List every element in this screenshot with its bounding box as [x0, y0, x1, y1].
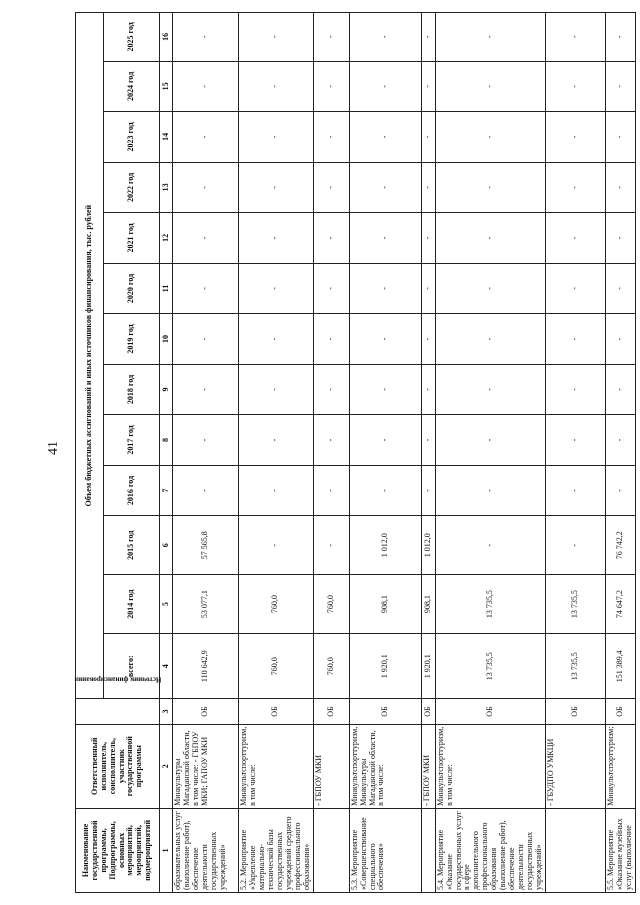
row-year-value: - [313, 13, 349, 62]
row-year-value: - [173, 364, 239, 415]
table-row [435, 13, 545, 893]
col-number: 16 [160, 13, 173, 62]
row-year-value: 908,1 [421, 575, 435, 634]
row-year-value: - [421, 213, 435, 264]
row-year-value: - [349, 112, 421, 163]
rotated-table-container [74, 12, 633, 893]
row-year-value: - [435, 61, 545, 112]
row-year-value: - [435, 364, 545, 415]
row-year-value: 13 735,5 [435, 575, 545, 634]
col-number: 6 [160, 516, 173, 575]
row-year-value: - [173, 162, 239, 213]
row-year-value: - [239, 162, 314, 213]
row-year-value: - [239, 465, 314, 516]
row-year-value: - [421, 314, 435, 365]
row-year-value: 57 565,8 [173, 516, 239, 575]
row-executor-cell: - ГБПОУ МКИ [421, 724, 435, 808]
col-number: 7 [160, 465, 173, 516]
row-year-value: - [313, 162, 349, 213]
row-year-value: - [606, 364, 636, 415]
row-total-cell: 13 735,5 [546, 634, 606, 699]
row-name-cell: образовательных услуг (выполнение работ), обеспечение деятельности государственных учреждений» [173, 808, 239, 892]
row-year-value: - [546, 263, 606, 314]
row-year-value: - [421, 263, 435, 314]
row-total-cell: 151 389,4 [606, 634, 636, 699]
row-year-value: - [606, 112, 636, 163]
row-executor-cell: - ГБУДПО УМКЦИ [546, 724, 606, 808]
row-year-value: - [349, 162, 421, 213]
row-year-value: - [173, 465, 239, 516]
row-year-value: 76 742,2 [606, 516, 636, 575]
row-year-value: - [239, 364, 314, 415]
row-year-value: - [313, 415, 349, 466]
row-year-value: - [173, 13, 239, 62]
table-row [313, 13, 349, 893]
row-year-value: - [606, 162, 636, 213]
header-year: 2014 год [104, 575, 160, 634]
table-row [421, 13, 435, 893]
row-total-cell: 760,0 [239, 634, 314, 699]
row-year-value: - [349, 263, 421, 314]
row-year-value: - [313, 516, 349, 575]
row-year-value: - [173, 314, 239, 365]
row-year-value: 1 012,0 [421, 516, 435, 575]
row-name-cell: 5.5. Мероприятие «Оказание музейных услуг (выполнение [606, 808, 636, 892]
row-year-value: - [173, 415, 239, 466]
row-year-value: - [435, 162, 545, 213]
row-year-value: 13 735,5 [546, 575, 606, 634]
row-year-value: - [313, 465, 349, 516]
col-number: 3 [160, 699, 173, 724]
col-number: 13 [160, 162, 173, 213]
table-body [173, 13, 636, 893]
header-year: 2021 год [104, 213, 160, 264]
row-year-value: - [435, 112, 545, 163]
row-total-cell: 13 735,5 [435, 634, 545, 699]
col-number: 8 [160, 415, 173, 466]
row-year-value: - [421, 465, 435, 516]
row-executor-cell: Минкультспорттуризм, в том числе: [239, 724, 314, 808]
table-row [349, 13, 421, 893]
row-year-value: - [313, 112, 349, 163]
row-year-value: - [173, 263, 239, 314]
row-year-value: - [546, 162, 606, 213]
row-executor-cell: Минкультуры Магаданской области, в том числе: - ГБПОУ МКИ; ГАПОУ МКИ [173, 724, 239, 808]
row-year-value: - [435, 263, 545, 314]
row-year-value: - [546, 516, 606, 575]
row-year-value: - [349, 13, 421, 62]
row-year-value: - [313, 263, 349, 314]
row-year-value: 760,0 [313, 575, 349, 634]
header-year: 2018 год [104, 364, 160, 415]
row-year-value: 1 012,0 [349, 516, 421, 575]
header-year: 2017 год [104, 415, 160, 466]
row-source-cell: ОБ [239, 699, 314, 724]
row-year-value: - [313, 314, 349, 365]
row-year-value: - [606, 13, 636, 62]
row-year-value: - [606, 314, 636, 365]
row-source-cell: ОБ [435, 699, 545, 724]
row-year-value: - [421, 13, 435, 62]
row-year-value: - [239, 516, 314, 575]
row-name-cell [546, 808, 606, 892]
row-name-cell: 5.3. Мероприятие «Совершенствование специального обеспечения» [349, 808, 421, 892]
row-year-value: - [313, 61, 349, 112]
row-year-value: - [239, 61, 314, 112]
page-number: 41 [46, 441, 61, 455]
row-year-value: - [546, 61, 606, 112]
row-year-value: - [239, 314, 314, 365]
header-year: 2024 год [104, 61, 160, 112]
row-year-value: - [349, 364, 421, 415]
row-year-value: - [349, 314, 421, 365]
row-executor-cell: Минкультспорттуризм, Минкультуры Магаданской области, в том числе: [349, 724, 421, 808]
header-year: 2020 год [104, 263, 160, 314]
row-name-cell [313, 808, 349, 892]
row-year-value: - [546, 465, 606, 516]
col-number: 4 [160, 634, 173, 699]
row-year-value: - [606, 263, 636, 314]
row-year-value: - [173, 112, 239, 163]
row-year-value: - [239, 415, 314, 466]
table-row [606, 13, 636, 893]
row-year-value: - [435, 465, 545, 516]
row-year-value: 760,0 [239, 575, 314, 634]
row-year-value: - [606, 213, 636, 264]
row-year-value: - [435, 415, 545, 466]
col-number: 9 [160, 364, 173, 415]
row-year-value: - [606, 415, 636, 466]
row-year-value: - [239, 13, 314, 62]
row-source-cell: ОБ [173, 699, 239, 724]
header-year: 2025 год [104, 13, 160, 62]
header-volume-group: Объем бюджетных ассигнований и иных источников финансирования, тыс. рублей [76, 13, 104, 699]
row-year-value: - [546, 415, 606, 466]
row-year-value: - [546, 314, 606, 365]
table-row [546, 13, 606, 893]
row-total-cell: 1 920,1 [421, 634, 435, 699]
row-year-value: - [435, 213, 545, 264]
row-year-value: - [435, 314, 545, 365]
header-year: 2023 год [104, 112, 160, 163]
row-year-value: - [546, 13, 606, 62]
row-source-cell: ОБ [421, 699, 435, 724]
row-year-value: - [421, 61, 435, 112]
row-name-cell: 5.4. Мероприятие «Оказание государственных услуг в сфере дополнительного профессионального образования (выполнение работ), обеспечение деятельности государственных учреждений» [435, 808, 545, 892]
col-number: 12 [160, 213, 173, 264]
row-year-value: 53 077,1 [173, 575, 239, 634]
row-year-value: - [349, 61, 421, 112]
row-executor-cell: Минкультспорттуризм; [606, 724, 636, 808]
row-total-cell: 1 920,1 [349, 634, 421, 699]
row-year-value: - [546, 213, 606, 264]
row-total-cell: 110 642,9 [173, 634, 239, 699]
row-year-value: - [313, 364, 349, 415]
row-executor-cell: Минкультспорттуризм, в том числе: [435, 724, 545, 808]
row-year-value: - [606, 61, 636, 112]
row-year-value: 908,1 [349, 575, 421, 634]
col-number: 5 [160, 575, 173, 634]
row-name-cell [421, 808, 435, 892]
row-year-value: - [239, 112, 314, 163]
header-name: Наименование государственной программы, Подпрограммы, основных мероприятий, мероприятий, подмероприятий [76, 808, 160, 892]
row-year-value: - [313, 213, 349, 264]
row-year-value: - [349, 213, 421, 264]
row-name-cell: 5.2. Мероприятие «Укрепление материально-технической базы государственных учреждений среднего профессионального образования» [239, 808, 314, 892]
col-number: 1 [160, 808, 173, 892]
row-year-value: - [421, 162, 435, 213]
budget-table [75, 12, 636, 893]
col-number: 11 [160, 263, 173, 314]
header-source: Источник финансирования [76, 699, 160, 724]
row-year-value: - [421, 364, 435, 415]
header-executor: Ответственный исполнитель, соисполнитель, участник государственной программы [76, 724, 160, 808]
header-year: 2015 год [104, 516, 160, 575]
col-number: 2 [160, 724, 173, 808]
row-source-cell: ОБ [313, 699, 349, 724]
col-number: 15 [160, 61, 173, 112]
row-year-value: - [349, 465, 421, 516]
row-year-value: 74 647,2 [606, 575, 636, 634]
row-year-value: - [435, 516, 545, 575]
row-year-value: - [349, 415, 421, 466]
header-year: 2019 год [104, 314, 160, 365]
row-year-value: - [606, 465, 636, 516]
header-year: 2016 год [104, 465, 160, 516]
row-year-value: - [546, 112, 606, 163]
row-year-value: - [173, 213, 239, 264]
row-source-cell: ОБ [546, 699, 606, 724]
row-year-value: - [239, 263, 314, 314]
header-year: 2022 год [104, 162, 160, 213]
row-source-cell: ОБ [606, 699, 636, 724]
row-year-value: - [173, 61, 239, 112]
header-total: всего: [104, 634, 160, 699]
row-source-cell: ОБ [349, 699, 421, 724]
table-row [173, 13, 239, 893]
table-row [239, 13, 314, 893]
row-year-value: - [239, 213, 314, 264]
row-year-value: - [421, 112, 435, 163]
row-executor-cell: - ГБПОУ МКИ [313, 724, 349, 808]
column-numbers-row [160, 13, 173, 893]
row-year-value: - [421, 415, 435, 466]
col-number: 10 [160, 314, 173, 365]
col-number: 14 [160, 112, 173, 163]
row-year-value: - [435, 13, 545, 62]
row-total-cell: 760,0 [313, 634, 349, 699]
row-year-value: - [546, 364, 606, 415]
